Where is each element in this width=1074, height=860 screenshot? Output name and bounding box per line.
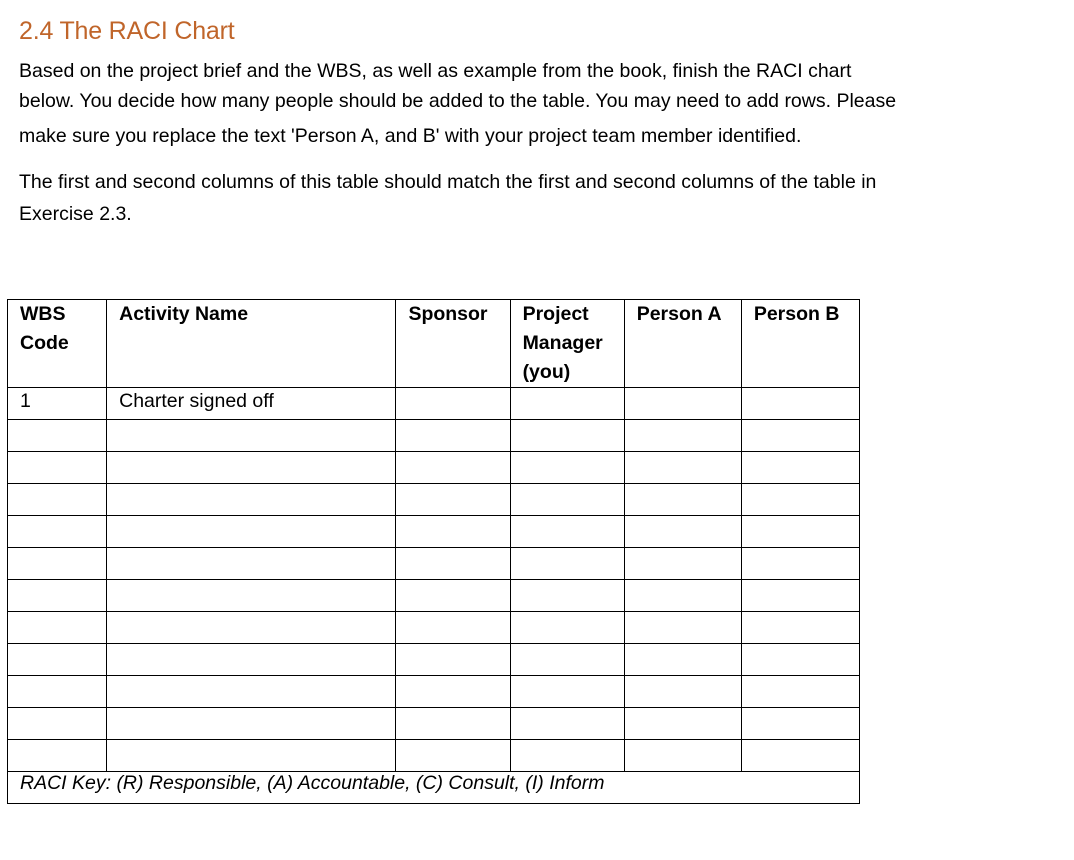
cell-person-b[interactable] <box>741 516 859 548</box>
cell-sponsor[interactable] <box>396 740 510 772</box>
cell-activity-name[interactable] <box>107 548 396 580</box>
cell-wbs-code[interactable] <box>8 740 107 772</box>
cell-person-a[interactable] <box>624 516 741 548</box>
cell-project-manager[interactable] <box>510 580 624 612</box>
table-row <box>8 644 860 676</box>
cell-wbs-code[interactable] <box>8 420 107 452</box>
table-row <box>8 420 860 452</box>
raci-table-body <box>8 388 860 772</box>
instructions-paragraph-1 <box>19 56 1019 151</box>
cell-sponsor[interactable] <box>396 580 510 612</box>
header-project-manager: Project Manager (you) <box>510 300 624 388</box>
cell-project-manager[interactable] <box>510 548 624 580</box>
cell-sponsor[interactable] <box>396 420 510 452</box>
instructions-line: Based on the project brief and the WBS, as well as example from the book, finish the RACI chart <box>19 60 852 82</box>
cell-person-b[interactable] <box>741 644 859 676</box>
cell-person-b[interactable] <box>741 740 859 772</box>
table-row <box>8 452 860 484</box>
cell-person-b[interactable] <box>741 484 859 516</box>
cell-project-manager[interactable] <box>510 484 624 516</box>
header-activity-name: Activity Name <box>107 300 396 388</box>
cell-sponsor[interactable] <box>396 548 510 580</box>
cell-project-manager[interactable] <box>510 388 624 420</box>
cell-sponsor[interactable] <box>396 452 510 484</box>
instructions-paragraph-2 <box>19 166 1019 230</box>
cell-person-b[interactable] <box>741 420 859 452</box>
cell-person-a[interactable] <box>624 580 741 612</box>
cell-person-a[interactable] <box>624 676 741 708</box>
instructions-line: below. You decide how many people should be added to the table. You may need to add rows. Please <box>19 90 897 112</box>
cell-activity-name[interactable] <box>107 484 396 516</box>
cell-person-a[interactable] <box>624 612 741 644</box>
cell-person-b[interactable] <box>741 388 859 420</box>
header-wbs-code: WBS Code <box>8 300 107 388</box>
cell-activity-name[interactable] <box>107 676 396 708</box>
table-row <box>8 484 860 516</box>
cell-person-a[interactable] <box>624 548 741 580</box>
cell-sponsor[interactable] <box>396 708 510 740</box>
cell-project-manager[interactable] <box>510 644 624 676</box>
instructions-line: Exercise 2.3. <box>19 203 132 225</box>
table-row <box>8 676 860 708</box>
header-person-a: Person A <box>624 300 741 388</box>
table-row <box>8 580 860 612</box>
cell-person-b[interactable] <box>741 548 859 580</box>
cell-person-a[interactable] <box>624 420 741 452</box>
table-row <box>8 516 860 548</box>
cell-project-manager[interactable] <box>510 612 624 644</box>
cell-person-a[interactable] <box>624 452 741 484</box>
cell-project-manager[interactable] <box>510 452 624 484</box>
cell-wbs-code[interactable] <box>8 644 107 676</box>
cell-person-a[interactable] <box>624 388 741 420</box>
cell-person-b[interactable] <box>741 708 859 740</box>
table-row <box>8 612 860 644</box>
cell-person-b[interactable] <box>741 452 859 484</box>
cell-sponsor[interactable] <box>396 644 510 676</box>
cell-wbs-code[interactable] <box>8 452 107 484</box>
table-row <box>8 740 860 772</box>
cell-person-b[interactable] <box>741 580 859 612</box>
cell-activity-name[interactable] <box>107 580 396 612</box>
cell-wbs-code[interactable] <box>8 612 107 644</box>
section-title: 2.4 The RACI Chart <box>19 17 235 45</box>
instructions-line: make sure you replace the text 'Person A, and B' with your project team member identified. <box>19 125 802 147</box>
cell-wbs-code[interactable] <box>8 484 107 516</box>
header-sponsor: Sponsor <box>396 300 510 388</box>
table-row <box>8 548 860 580</box>
cell-person-b[interactable] <box>741 676 859 708</box>
cell-sponsor[interactable] <box>396 612 510 644</box>
cell-activity-name[interactable] <box>107 740 396 772</box>
cell-project-manager[interactable] <box>510 740 624 772</box>
cell-activity-name[interactable] <box>107 516 396 548</box>
cell-activity-name[interactable] <box>107 644 396 676</box>
cell-person-a[interactable] <box>624 644 741 676</box>
cell-person-b[interactable] <box>741 612 859 644</box>
header-person-b: Person B <box>741 300 859 388</box>
cell-activity-name[interactable]: Charter signed off <box>107 388 396 420</box>
instructions-line: The first and second columns of this table should match the first and second columns of the table in <box>19 171 877 193</box>
cell-sponsor[interactable] <box>396 676 510 708</box>
cell-person-a[interactable] <box>624 740 741 772</box>
cell-wbs-code[interactable] <box>8 516 107 548</box>
cell-sponsor[interactable] <box>396 484 510 516</box>
cell-person-a[interactable] <box>624 484 741 516</box>
raci-table <box>7 299 860 804</box>
table-row <box>8 708 860 740</box>
raci-header-row <box>8 300 860 388</box>
cell-wbs-code[interactable] <box>8 580 107 612</box>
cell-activity-name[interactable] <box>107 708 396 740</box>
cell-activity-name[interactable] <box>107 420 396 452</box>
cell-wbs-code[interactable] <box>8 548 107 580</box>
cell-project-manager[interactable] <box>510 676 624 708</box>
cell-person-a[interactable] <box>624 708 741 740</box>
cell-sponsor[interactable] <box>396 388 510 420</box>
cell-wbs-code[interactable] <box>8 676 107 708</box>
cell-project-manager[interactable] <box>510 516 624 548</box>
cell-project-manager[interactable] <box>510 708 624 740</box>
cell-wbs-code[interactable]: 1 <box>8 388 107 420</box>
table-row <box>8 388 860 420</box>
cell-project-manager[interactable] <box>510 420 624 452</box>
cell-sponsor[interactable] <box>396 516 510 548</box>
raci-key: RACI Key: (R) Responsible, (A) Accountable, (C) Consult, (I) Inform <box>8 772 860 804</box>
cell-activity-name[interactable] <box>107 452 396 484</box>
cell-wbs-code[interactable] <box>8 708 107 740</box>
cell-activity-name[interactable] <box>107 612 396 644</box>
raci-key-row <box>8 772 860 804</box>
